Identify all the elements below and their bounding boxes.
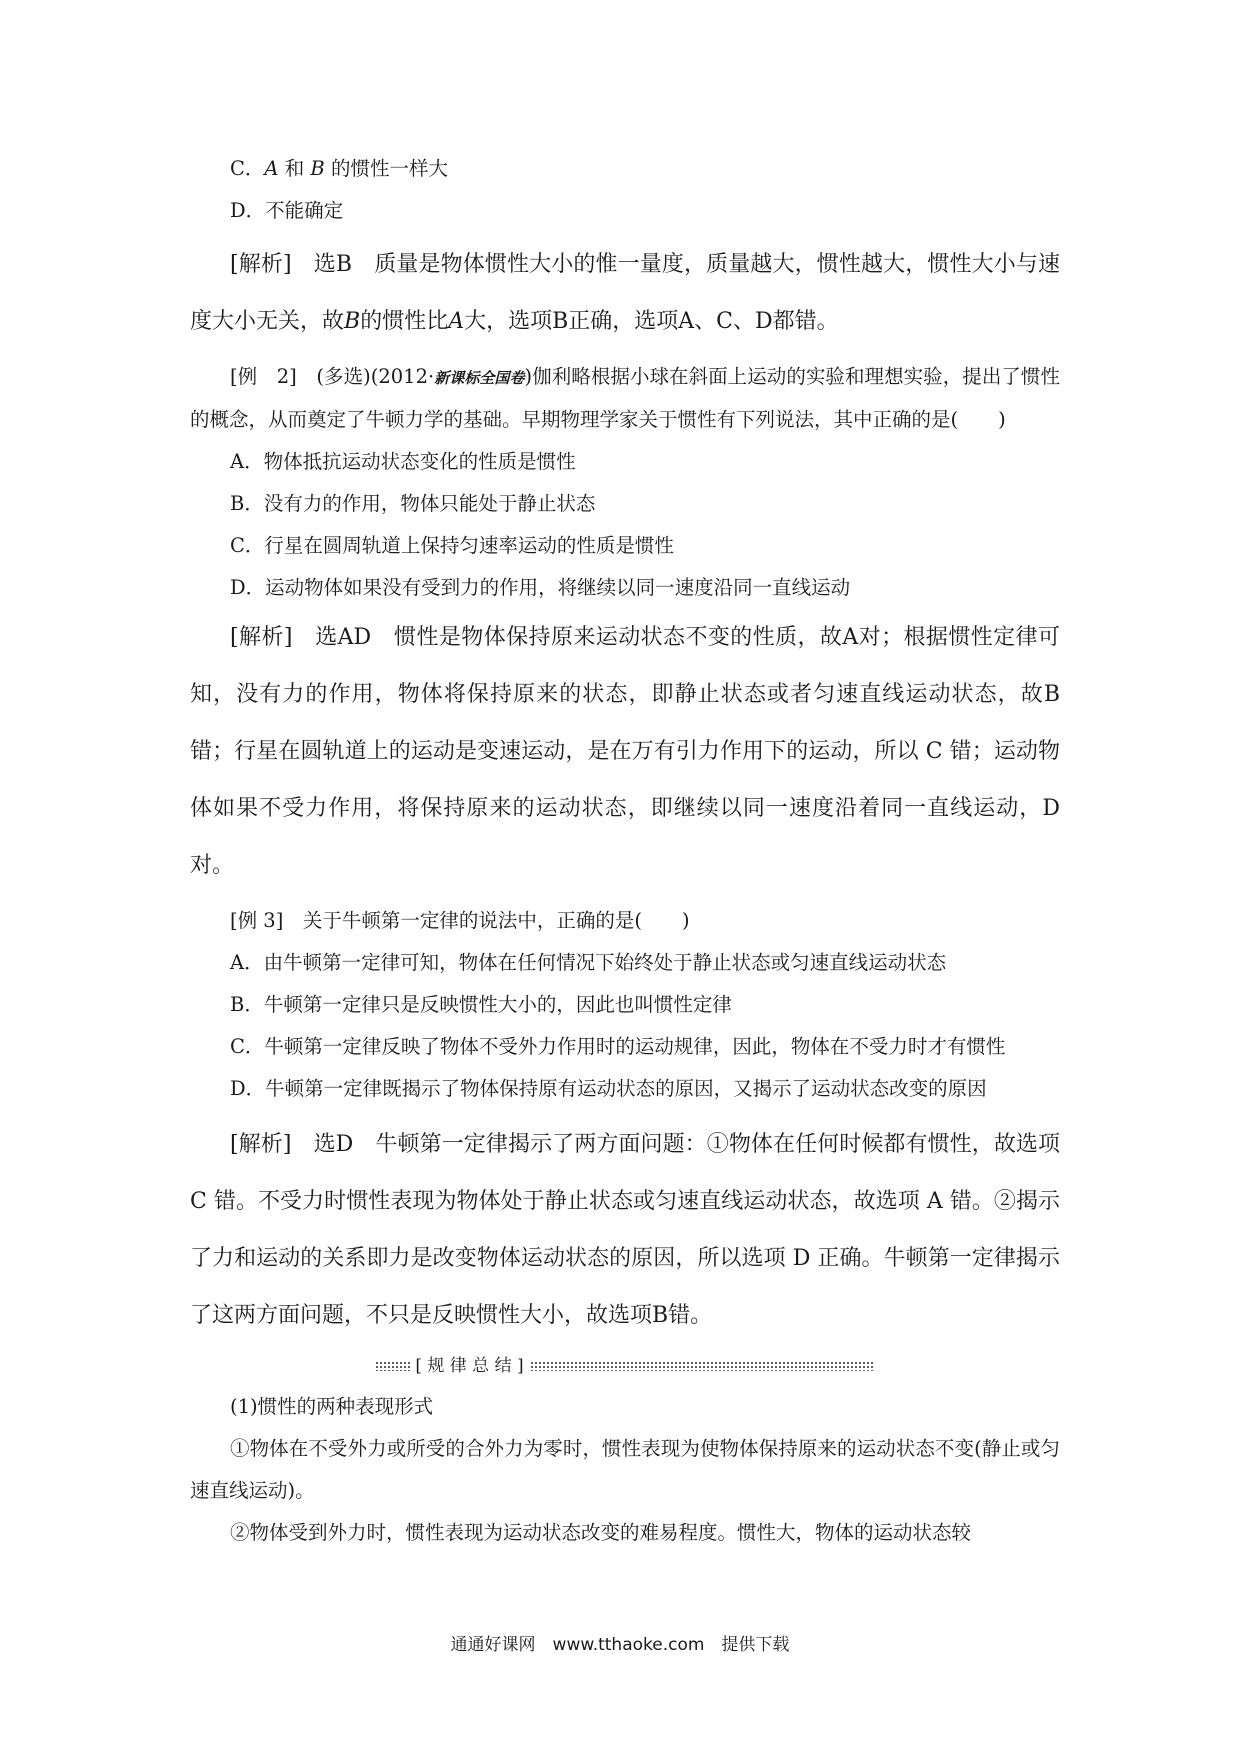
analysis-text: 质量是物体惯性大小的惟一量度，质量越大，惯性越大，惯性大小与速度大小无关，故 xyxy=(190,252,1060,334)
option-text: 和 xyxy=(278,157,311,180)
example-3-option-c: C．牛顿第一定律反映了物体不受外力作用时的运动规律，因此，物体在不受力时才有惯性 xyxy=(230,1035,1006,1058)
summary-heading xyxy=(190,1348,1060,1384)
var-a: A xyxy=(264,157,279,180)
blank-close: ) xyxy=(998,408,1006,431)
option-text: 不能确定 xyxy=(265,199,344,222)
summary-line-1: (1)惯性的两种表现形式 xyxy=(230,1395,434,1418)
example-text: [例 3] 关于牛顿第一定律的说法中，正确的是( xyxy=(230,909,642,932)
example-3-option-d: D．牛顿第一定律既揭示了物体保持原有运动状态的原因，又揭示了运动状态改变的原因 xyxy=(230,1077,987,1100)
option-d xyxy=(190,190,1060,232)
var-b: B xyxy=(344,309,361,334)
var-a: A xyxy=(448,309,465,334)
summary-line-3: ②物体受到外力时，惯性表现为运动状态改变的难易程度。惯性大，物体的运动状态较 xyxy=(230,1521,972,1544)
example-2-option-b: B．没有力的作用，物体只能处于静止状态 xyxy=(230,492,596,515)
analysis-2: [解析] 选AD 惯性是物体保持原来运动状态不变的性质，故A对；根据惯性定律可知，没有力的作用，物体将保持原来的状态，即静止状态或者匀速直线运动状态，故B错；行星在圆轨道上的运动是变速运动，是在万有引力作用下的运动，所以 C 错；运动物体如果不受力作用，将保持原来的运动状态，即继续以同一速度沿着同一直线运动，D对。 xyxy=(190,625,1060,878)
exam-source: 新课标全国卷 xyxy=(434,369,525,387)
analysis-text: 大，选项B正确，选项A、C、D都错。 xyxy=(464,309,839,334)
option-label: C． xyxy=(230,157,265,180)
example-2-option-a: A．物体抵抗运动状态变化的性质是惯性 xyxy=(230,450,576,473)
option-label: D． xyxy=(230,199,266,222)
option-c xyxy=(190,148,1060,190)
page-content xyxy=(190,148,1060,1554)
option-text: 的惯性一样大 xyxy=(324,157,448,180)
analysis-text: 的惯性比 xyxy=(360,309,449,334)
summary-line-2: ①物体在不受外力或所受的合外力为零时，惯性表现为使物体保持原来的运动状态不变(静止或匀速直线运动)。 xyxy=(190,1437,1060,1502)
example-3-stem xyxy=(190,900,1060,942)
var-b: B xyxy=(310,157,325,180)
dotted-rule-left xyxy=(375,1361,411,1371)
analysis-3: [解析] 选D 牛顿第一定律揭示了两方面问题：①物体在任何时候都有惯性，故选项C 错。不受力时惯性表现为物体处于静止状态或匀速直线运动状态，故选项 A 错。②揭示了力和运动的关系即力是改变物体运动状态的原因，所以选项 D 正确。牛顿第一定律揭示了这两方面问题，不只是反映惯性大小，故选项B错。 xyxy=(190,1132,1060,1328)
dotted-rule-right xyxy=(530,1361,875,1371)
example-2-option-c: C．行星在圆周轨道上保持匀速率运动的性质是惯性 xyxy=(230,534,674,557)
page-footer: 通通好课网 www.tthaoke.com 提供下载 xyxy=(450,1635,790,1655)
example-2-option-d: D．运动物体如果没有受到力的作用，将继续以同一速度沿同一直线运动 xyxy=(230,576,851,599)
example-prefix: [例 2] (多选)(2012· xyxy=(230,365,435,388)
blank-close: ) xyxy=(681,909,690,932)
example-2-stem xyxy=(190,356,1060,441)
analysis-tag: [解析] 选B xyxy=(230,252,375,277)
example-text: )伽利略根据小球在斜面上运动的实验和理想实验，提出了惯性的概念，从而奠定了牛顿力学的基础。早期物理学家关于惯性有下列说法，其中正确的是( xyxy=(190,365,1060,431)
example-3-option-b: B．牛顿第一定律只是反映惯性大小的，因此也叫惯性定律 xyxy=(230,993,732,1016)
summary-title: [ 规 律 总 结 ] xyxy=(415,1356,524,1376)
analysis-1 xyxy=(190,236,1060,350)
example-3-option-a: A．由牛顿第一定律可知，物体在任何情况下始终处于静止状态或匀速直线运动状态 xyxy=(230,951,947,974)
